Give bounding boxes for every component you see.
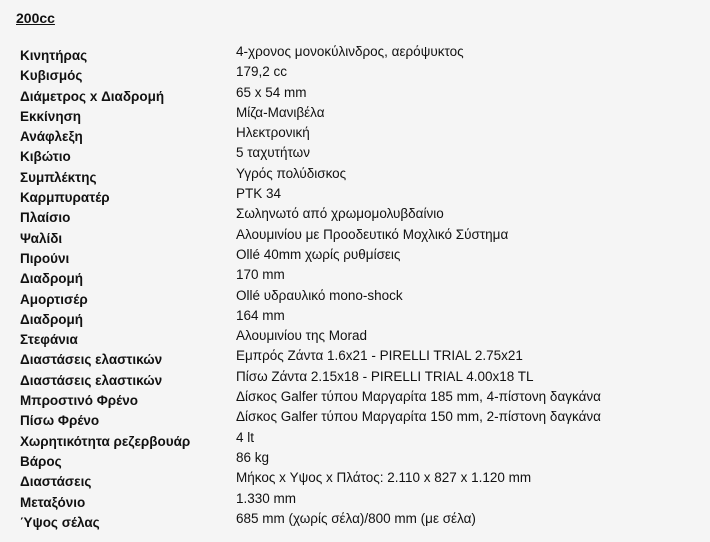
- spec-value: 170 mm: [236, 267, 285, 283]
- spec-row: [20, 409, 700, 429]
- spec-value: Ollé υδραυλικό mono-shock: [236, 287, 403, 303]
- spec-value: Υγρός πολύδισκος: [236, 165, 347, 181]
- spec-label: Διαδρομή: [20, 271, 84, 287]
- spec-label: Χωρητικότητα ρεζερβουάρ: [20, 433, 191, 449]
- spec-label: Συμπλέκτης: [20, 169, 97, 185]
- spec-label: Καρμπυρατέρ: [20, 190, 110, 206]
- spec-label: Μπροστινό Φρένο: [20, 393, 138, 409]
- spec-row: [20, 145, 700, 165]
- spec-row: [20, 166, 700, 186]
- model-title: 200cc: [16, 10, 55, 26]
- spec-value: 4-χρονος μονοκύλινδρος, αερόψυκτος: [236, 44, 464, 59]
- spec-label: Διαστάσεις: [20, 474, 92, 490]
- spec-row: [20, 470, 700, 490]
- spec-value: Πίσω Ζάντα 2.15x18 - PIRELLI TRIAL 4.00x18 TL: [236, 368, 534, 384]
- spec-value: PTK 34: [236, 186, 282, 202]
- spec-value: 5 ταχυτήτων: [236, 145, 310, 161]
- spec-label: Διαδρομή: [20, 311, 84, 327]
- spec-value: Δίσκος Galfer τύπου Μαργαρίτα 150 mm, 2-πίστονη δαγκάνα: [236, 409, 601, 425]
- spec-value: Μίζα-Μανιβέλα: [236, 104, 325, 120]
- spec-label: Πίσω Φρένο: [20, 413, 100, 429]
- spec-row: [20, 389, 700, 409]
- spec-label: Κινητήρας: [20, 48, 88, 63]
- spec-value: Αλουμινίου της Morad: [236, 328, 367, 344]
- spec-row: [20, 369, 700, 389]
- spec-label: Εκκίνηση: [20, 108, 82, 124]
- spec-label: Ανάφλεξη: [20, 129, 83, 145]
- spec-value: 86 kg: [236, 449, 270, 465]
- spec-value: Ollé 40mm χωρίς ρυθμίσεις: [236, 246, 401, 262]
- spec-row: [20, 186, 700, 206]
- spec-value: 685 mm (χωρίς σέλα)/800 mm (με σέλα): [236, 510, 476, 526]
- spec-label: Βάρος: [20, 453, 62, 469]
- spec-value: Αλουμινίου με Προοδευτικό Μοχλικό Σύστημα: [236, 226, 509, 242]
- spec-row: [20, 348, 700, 368]
- spec-row: [20, 430, 700, 450]
- spec-label: Κιβώτιο: [20, 149, 71, 165]
- spec-row: [20, 206, 700, 226]
- spec-row: [20, 288, 700, 308]
- spec-value: Ηλεκτρονική: [236, 125, 310, 141]
- spec-row: [20, 64, 700, 84]
- spec-value: 65 x 54 mm: [236, 84, 307, 100]
- spec-row: [20, 450, 700, 470]
- spec-value: 179,2 cc: [236, 64, 288, 80]
- spec-row: [20, 227, 700, 247]
- spec-label: Πλαίσιο: [20, 210, 71, 226]
- spec-row: [20, 491, 700, 511]
- spec-table: [20, 44, 700, 531]
- spec-label: Στεφάνια: [20, 332, 78, 348]
- spec-value: 164 mm: [236, 307, 285, 323]
- spec-value: 1.330 mm: [236, 490, 297, 506]
- spec-label: Διαστάσεις ελαστικών: [20, 352, 163, 368]
- spec-row: [20, 105, 700, 125]
- spec-row: [20, 125, 700, 145]
- spec-value: Εμπρός Ζάντα 1.6x21 - PIRELLI TRIAL 2.75x21: [236, 348, 523, 364]
- spec-label: Κυβισμός: [20, 68, 83, 84]
- spec-row: [20, 308, 700, 328]
- spec-label: Μεταξόνιο: [20, 494, 86, 510]
- spec-label: Ψαλίδι: [20, 230, 63, 246]
- spec-label: Αμορτισέρ: [20, 291, 88, 307]
- spec-label: Διάμετρος x Διαδρομή: [20, 88, 165, 104]
- spec-row: [20, 44, 700, 64]
- spec-label: Ύψος σέλας: [20, 514, 100, 530]
- spec-row: [20, 267, 700, 287]
- spec-row: [20, 247, 700, 267]
- spec-row: [20, 511, 700, 531]
- spec-label: Πιρούνι: [20, 250, 70, 266]
- spec-label: Διαστάσεις ελαστικών: [20, 372, 163, 388]
- spec-row: [20, 85, 700, 105]
- spec-value: Μήκος x Υψος x Πλάτος: 2.110 x 827 x 1.120 mm: [236, 470, 532, 486]
- spec-row: [20, 328, 700, 348]
- spec-value: Σωληνωτό από χρωμομολυβδαίνιο: [236, 206, 444, 222]
- spec-value: Δίσκος Galfer τύπου Μαργαρίτα 185 mm, 4-πίστονη δαγκάνα: [236, 389, 601, 405]
- spec-value: 4 lt: [236, 429, 255, 445]
